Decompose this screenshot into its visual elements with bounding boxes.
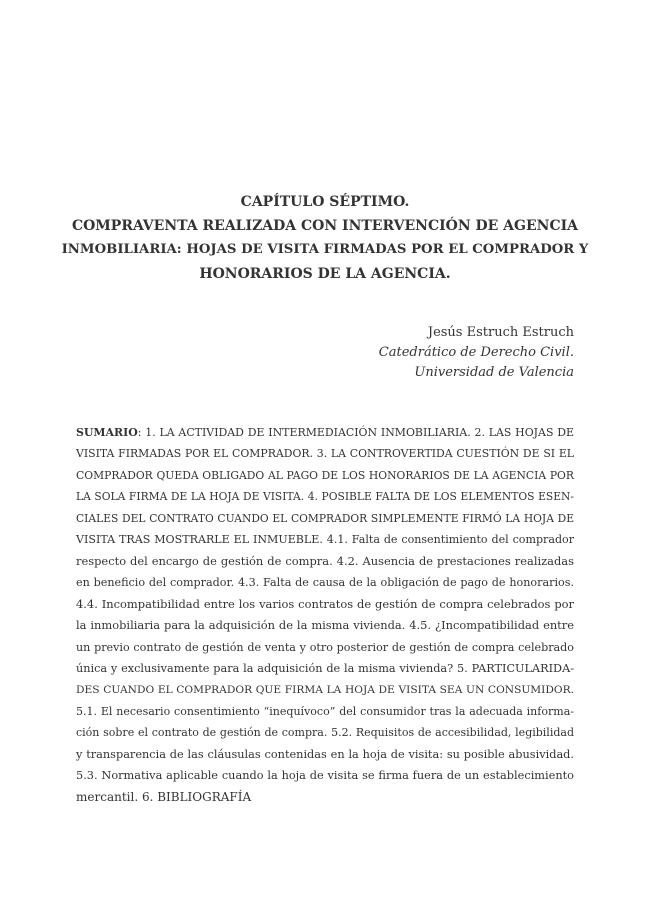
summary-line: mercantil. 6. BIBLIOGRAFÍA — [76, 789, 252, 804]
summary-line: la inmobiliaria para la adquisición de la misma vivienda. 4.5. ¿Incompatibilidad entre — [76, 618, 574, 633]
summary-paragraph — [76, 422, 574, 808]
summary-label: SUMARIO — [76, 426, 138, 439]
summary-line: VISITA FIRMADAS POR EL COMPRADOR. 3. LA CONTROVERTIDA CUESTIÓN DE SI EL — [76, 447, 574, 461]
summary-line: COMPRADOR QUEDA OBLIGADO AL PAGO DE LOS HONORARIOS DE LA AGENCIA POR — [76, 468, 574, 482]
summary-line: 5.1. El necesario consentimiento “inequívoco” del consumidor tras la adecuada informa- — [76, 704, 574, 718]
summary-line: CIALES DEL CONTRATO CUANDO EL COMPRADOR SIMPLEMENTE FIRMÓ LA HOJA DE — [76, 511, 574, 525]
summary-line: VISITA TRAS MOSTRARLE EL INMUEBLE. 4.1. Falta de consentimiento del comprador — [76, 533, 574, 547]
chapter-title-line: INMOBILIARIA: HOJAS DE VISITA FIRMADAS POR EL COMPRADOR Y — [61, 242, 589, 257]
summary-line-text: : 1. LA ACTIVIDAD DE INTERMEDIACIÓN INMOBILIARIA. 2. LAS HOJAS DE — [137, 426, 574, 439]
summary-line: LA SOLA FIRMA DE LA HOJA DE VISITA. 4. POSIBLE FALTA DE LOS ELEMENTOS ESEN- — [76, 490, 574, 504]
chapter-title-line: CAPÍTULO SÉPTIMO. — [240, 194, 410, 210]
chapter-title-line: HONORARIOS DE LA AGENCIA. — [199, 266, 451, 282]
summary-line: 5.3. Normativa aplicable cuando la hoja de visita se firma fuera de un establecimiento — [76, 768, 574, 783]
summary-line: respecto del encargo de gestión de compra. 4.2. Ausencia de prestaciones realizadas — [76, 553, 574, 568]
summary-line — [76, 422, 574, 443]
chapter-title-line: COMPRAVENTA REALIZADA CON INTERVENCIÓN DE AGENCIA — [71, 218, 579, 234]
author-position: Catedrático de Derecho Civil. — [378, 345, 574, 360]
summary-line: 4.4. Incompatibilidad entre los varios contratos de gestión de compra celebrados por — [76, 596, 574, 611]
author-name: Jesús Estruch Estruch — [427, 325, 574, 340]
summary-line: en beneficio del comprador. 4.3. Falta de causa de la obligación de pago de honorarios. — [76, 576, 574, 590]
author-institution: Universidad de Valencia — [414, 365, 574, 380]
summary-line: un previo contrato de gestión de venta y otro posterior de gestión de compra celebrado — [76, 640, 574, 654]
summary-line: DES CUANDO EL COMPRADOR QUE FIRMA LA HOJA DE VISITA SEA UN CONSUMIDOR. — [76, 683, 574, 697]
author-block — [379, 323, 574, 383]
summary-line: única y exclusivamente para la adquisición de la misma vivienda? 5. PARTICULARIDA- — [76, 661, 574, 675]
chapter-title — [60, 190, 590, 286]
summary-line: y transparencia de las cláusulas contenidas en la hoja de visita: su posible abusividad. — [76, 747, 574, 761]
summary-line: ción sobre el contrato de gestión de compra. 5.2. Requisitos de accesibilidad, legibilidad — [76, 726, 574, 740]
